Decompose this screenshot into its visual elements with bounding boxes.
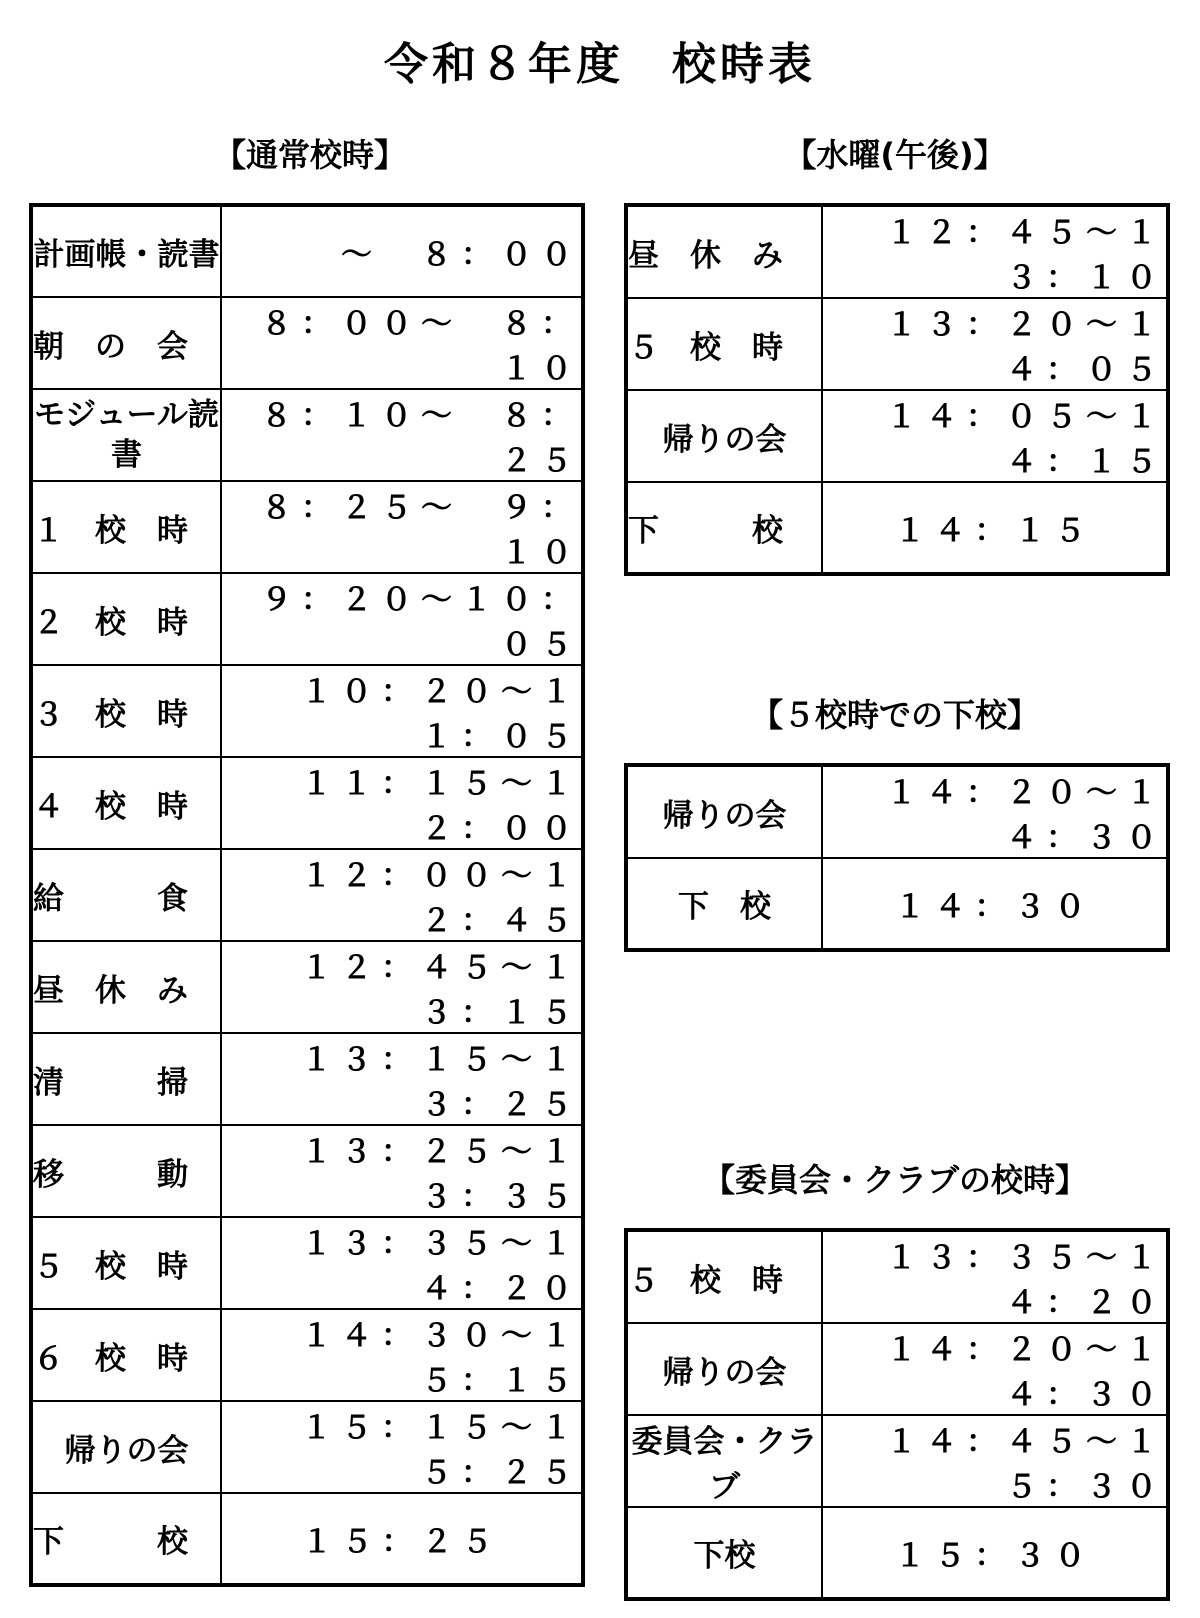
row-time: １５：１５～１５：２５ [221,1401,583,1493]
table-row [626,390,1168,482]
table-row [626,1323,1168,1415]
table-row [626,1507,1168,1599]
row-time: ８：００～ ８：１０ [221,297,583,389]
row-time: １４：３０～１５：１５ [221,1309,583,1401]
table-row [626,482,1168,574]
row-label: ６ 校 時 [31,1309,221,1401]
table-row [31,205,583,297]
row-time: ８：２５～ ９：１０ [221,481,583,573]
row-time: ８：１０～ ８：２５ [221,389,583,481]
table-row [31,1125,583,1217]
row-label: ５ 校 時 [626,298,822,390]
row-label: 昼 休 み [31,941,221,1033]
row-time: １１：１５～１２：００ [221,757,583,849]
regular-table [29,203,585,1587]
table-row [626,298,1168,390]
row-time: １５：３０ [822,1507,1168,1599]
fifth-period-table [624,763,1170,952]
club-table [624,1228,1170,1601]
row-time: １２：４５～１３：１０ [822,205,1168,298]
wednesday-table [624,203,1170,576]
row-time: １３：１５～１３：２５ [221,1033,583,1125]
row-label: 給 食 [31,849,221,941]
row-label: 計画帳・読書 [31,205,221,297]
row-time: １２：００～１２：４５ [221,849,583,941]
row-time: １４：４５～１５：３０ [822,1415,1168,1507]
table-row [626,1230,1168,1323]
row-time: １４：０５～１４：１５ [822,390,1168,482]
row-label: 下校 [626,1507,822,1599]
page-title: 令和８年度 校時表 [384,39,816,90]
table-row [31,941,583,1033]
table-row [31,665,583,757]
row-label: 下 校 [31,1493,221,1585]
wednesday-heading: 【水曜(午後)】 [784,136,1006,174]
table-row [626,765,1168,858]
table-row [31,573,583,665]
row-label: 帰りの会 [626,765,822,858]
row-time: ９：２０～１０：０５ [221,573,583,665]
row-label: ３ 校 時 [31,665,221,757]
regular-heading: 【通常校時】 [213,136,406,174]
table-row [626,858,1168,950]
club-heading: 【委員会・クラブの校時】 [702,1161,1087,1199]
table-row [31,389,583,481]
row-label: 帰りの会 [31,1401,221,1493]
row-label: ５ 校 時 [31,1217,221,1309]
row-time: １４：１５ [822,482,1168,574]
row-label: 帰りの会 [626,1323,822,1415]
table-row [31,481,583,573]
row-label: 移 動 [31,1125,221,1217]
fifth-period-heading: 【５校時での下校】 [750,696,1039,734]
row-label: 下 校 [626,482,822,574]
row-label: 清 掃 [31,1033,221,1125]
row-time: １２：４５～１３：１５ [221,941,583,1033]
table-row [31,849,583,941]
row-time: １４：３０ [822,858,1168,950]
row-time: １０：２０～１１：０５ [221,665,583,757]
table-row [626,1415,1168,1507]
table-row [31,1217,583,1309]
row-time: １３：２０～１４：０５ [822,298,1168,390]
table-row [31,1033,583,1125]
row-label: モジュール読書 [31,389,221,481]
row-label: ４ 校 時 [31,757,221,849]
row-time: ～ ８：００ [221,205,583,297]
row-time: １５：２５ [221,1493,583,1585]
row-label: 帰りの会 [626,390,822,482]
row-label: ２ 校 時 [31,573,221,665]
table-row [31,1401,583,1493]
table-row [31,1493,583,1585]
row-label: 下 校 [626,858,822,950]
table-row [31,1309,583,1401]
row-time: １４：２０～１４：３０ [822,1323,1168,1415]
table-row [626,205,1168,298]
row-label: ５ 校 時 [626,1230,822,1323]
row-label: 委員会・クラブ [626,1415,822,1507]
row-time: １３：３５～１４：２０ [822,1230,1168,1323]
row-label: １ 校 時 [31,481,221,573]
table-row [31,297,583,389]
row-label: 朝 の 会 [31,297,221,389]
row-label: 昼 休 み [626,205,822,298]
row-time: １４：２０～１４：３０ [822,765,1168,858]
row-time: １３：３５～１４：２０ [221,1217,583,1309]
table-row [31,757,583,849]
row-time: １３：２５～１３：３５ [221,1125,583,1217]
